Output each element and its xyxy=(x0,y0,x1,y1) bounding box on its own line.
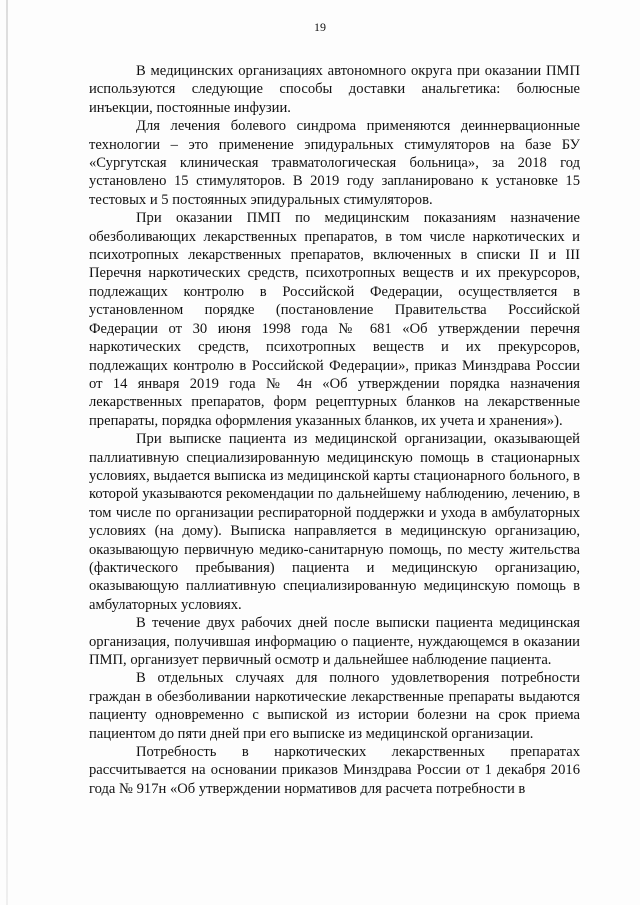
paragraph-analgesic-prescription: При оказании ПМП по медицинским показаниям назначение обезболивающих лекарственных препаратов, в том числе наркотических и психотропных лекарственных препаратов, включенных в списки II и III Перечня наркотических средств, психотропных веществ и их прекурсоров, подлежащих контролю в Российской Федерации, осуществляется в установленном порядке (постановление Правительства Российской Федерации от 30 июня 1998 года № 681 «Об утверждении перечня наркотических средств, психотропных веществ и их прекурсоров, подлежащих контролю в Российской Федерации», приказ Минздрава России от 14 января 2019 года № 4н «Об утверждении порядка назначения лекарственных препаратов, форм рецептурных бланков на лекарственные препараты, порядка оформления указанных бланков, их учета и хранения»). xyxy=(89,210,580,429)
paragraph-drug-demand: Потребность в наркотических лекарственных препаратах рассчитывается на основании приказов Минздрава России от 1 декабря 2016 года № 917н «Об утверждении нормативов для расчета потребности в xyxy=(89,744,580,797)
paragraph-patient-discharge: При выписке пациента из медицинской организации, оказывающей паллиативную специализированную медицинскую помощь в стационарных условиях, выдается выписка из медицинской карты стационарного больного, в которой указываются рекомендации по дальнейшему наблюдению, лечению, в том числе по организации респираторной поддержки и ухода в амбулаторных условиях (на дому). Выписка направляется в медицинскую организацию, оказывающую первичную медико-санитарную помощь, по месту жительства (фактического пребывания) пациента и медицинскую организацию, оказывающую паллиативную специализированную медицинскую помощь в амбулаторных условиях. xyxy=(89,431,580,613)
paragraph-drug-dispensing: В отдельных случаях для полного удовлетворения потребности граждан в обезболивании наркотические лекарственные препараты выдаются пациенту одновременно с выпиской из истории болезни на срок приема пациентом до пяти дней при его выписке из медицинской организации. xyxy=(89,670,580,742)
paragraph-analgesic-delivery: В медицинских организациях автономного округа при оказании ПМП используются следующие способы доставки анальгетика: болюсные инъекции, постоянные инфузии. xyxy=(89,63,580,116)
paragraph-denervation-technologies: Для лечения болевого синдрома применяются деиннервационные технологии – это применение эпидуральных стимуляторов на базе БУ «Сургутская клиническая травматологическая больница», за 2018 год установлено 15 стимуляторов. В 2019 году запланировано к установке 15 тестовых и 5 постоянных эпидуральных стимуляторов. xyxy=(89,118,580,208)
page-number: 19 xyxy=(314,20,326,34)
scan-edge-shadow xyxy=(6,0,8,905)
document-body xyxy=(89,62,580,798)
paragraph-initial-examination: В течение двух рабочих дней после выписки пациента медицинская организация, получившая информацию о пациенте, нуждающемся в оказании ПМП, организует первичный осмотр и дальнейшее наблюдение пациента. xyxy=(89,615,580,668)
